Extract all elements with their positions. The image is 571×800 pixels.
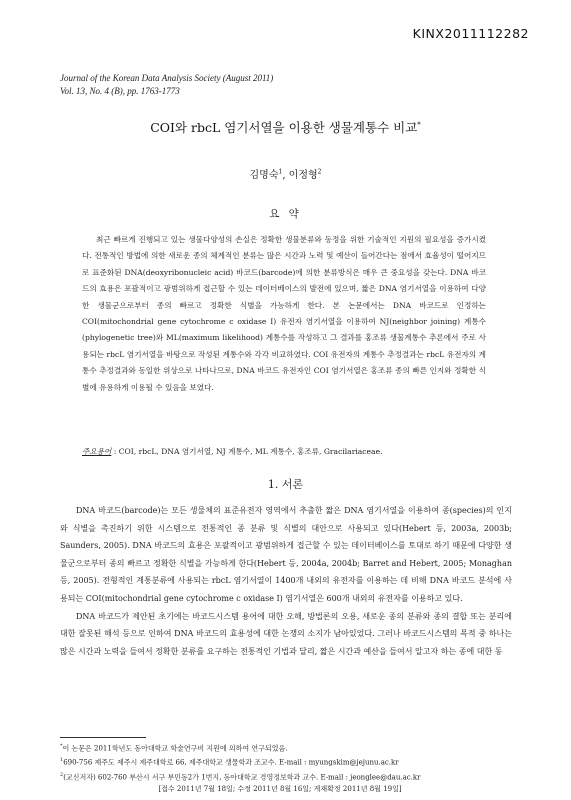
abstract-heading: 요 약 <box>269 208 302 220</box>
introduction-paragraph-2: DNA 바코드가 제안된 초기에는 바코드시스템 용어에 대한 오해, 방법론의 오용, 새로운 종의 분류와 종의 결합 또는 분리에 대한 잘못된 해석 등으로 인하여 DNA 바코드의 효용성에 대한 논쟁의 소지가 남아있었다. 그러나 바코드시스템의 목적 중 하나는 많은 시간과 노력을 들여서 정확한 분류를 요구하는 전통적인 기법과 달리, 짧은 시간과 예산을 들여서 알고자 하는 종에 대한 동 <box>60 611 512 656</box>
keywords <box>82 446 502 458</box>
paper-title-text: COI와 rbcL 염기서열을 이용한 생물계통수 비교 <box>150 120 418 135</box>
footnote-author-2-marker: 2 <box>60 771 64 778</box>
introduction-body <box>60 502 512 660</box>
section-title-introduction: 1. 서론 <box>267 478 304 491</box>
journal-name: Journal of the Korean Data Analysis Society (August 2011) <box>60 73 274 83</box>
abstract-text: 최근 빠르게 진행되고 있는 생물다양성의 손실은 정확한 생물분류와 동정을 위한 기술적인 지원의 필요성을 증가시켰다. 전통적인 방법에 의한 새로운 종의 체계적인 분류는 많은 시간과 노력 및 예산이 들어간다는 점에서 효율성이 떨어지므로 표준화된 DNA(deoxyribonucleic acid) 바코드(barcode)에 의한 분류방식은 매우 큰 중요성을 갖는다. DNA 바코드의 효용은 포괄적이고 광범위하게 접근할 수 있는 데이터베이스의 발전에 있으며, 짧은 DNA 염기서열을 이용하여 다양한 생물군으로부터 종의 빠르고 정확한 식별을 가능하게 한다. 본 논문에서는 DNA 바코드로 인정하는 COI(mitochondrial gene cytochrome c oxidase I) 유전자 염기서열을 이용하여 NJ(neighbor joining) 계통수(phylogenetic tree)와 ML(maximum likelihood) 계통수를 작성하고 그 결과를 홍조류 생물계통수 추론에서 주로 사용되는 rbcL 염기서열을 바탕으로 작성된 계통수와 각각 비교하였다. COI 유전자의 계통수 추정결과는 rbcL 유전자의 계통수 추정결과와 동일한 위상으로 나타나므로, DNA 바코드 유전자인 COI 염기서열은 홍조류 종의 빠른 인지와 정확한 식별에 유용하게 이용될 수 있음을 보였다. <box>82 235 486 392</box>
footnote-author-1-text: 690-756 제주도 제주시 제주대학로 66, 제주대학교 생물학과 조교수. E-mail : myungskim@jejunu.ac.kr <box>63 758 399 767</box>
title-footnote-marker: * <box>417 120 421 129</box>
author-1: 김명숙 <box>249 170 279 181</box>
author-1-marker: 1 <box>278 168 283 176</box>
received-dates: [접수 2011년 7월 18일; 수정 2011년 8월 16일; 게재확정 2011년 8월 19일] <box>158 784 402 793</box>
paper-title <box>0 118 571 136</box>
keywords-label: 주요용어 <box>82 447 112 456</box>
kinx-code: KINX2011112282 <box>412 26 529 41</box>
author-2: 이정형 <box>288 170 318 181</box>
footnote-funding-text: 이 논문은 2011학년도 동아대학교 학술연구비 지원에 의하여 연구되었음. <box>62 744 288 753</box>
journal-header <box>60 72 273 98</box>
footnote-author-2-text: (교신저자) 602-760 부산시 서구 부민동2가 1번지, 동아대학교 경영정보학과 교수. E-mail : jeonglee@dau.ac.kr <box>63 772 421 781</box>
footnote-funding-marker: * <box>60 743 63 749</box>
footnote-author-2 <box>60 769 520 783</box>
keywords-separator: : <box>111 447 119 456</box>
introduction-paragraph-1: DNA 바코드(barcode)는 모든 생물체의 표준유전자 영역에서 추출한 짧은 DNA 염기서열을 이용하여 종(species)의 인지와 식별을 촉진하기 위한 시스템으로 전통적인 종 분류 및 식별의 대안으로 사용되고 있다(Hebert 등, 2003a, 2003b; Saunders, 2005). DNA 바코드의 효용은 포괄적이고 광범위하게 접근할 수 있는 데이터베이스를 토대로 하기 때문에 다양한 생물군으로부터 종의 빠르고 정확한 식별을 가능하게 한다(Hebert 등, 2004a, 2004b; Barret and Hebert, 2005; Monaghan 등, 2005). 전형적인 계통분류에 사용되는 rbcL 염기서열이 1400개 내외의 유전자를 이용하는 데 비해 DNA 바코드 분석에 사용되는 COI(mitochondrial gene cytochrome c oxidase I) 염기서열은 600개 내외의 유전자를 이용하고 있다. <box>60 506 512 603</box>
author-separator: , <box>282 170 289 181</box>
footnote-divider <box>60 737 146 738</box>
author-line <box>0 166 571 181</box>
volume-info: Vol. 13, No. 4 (B), pp. 1763-1773 <box>60 86 180 96</box>
footnotes <box>60 740 520 795</box>
footnote-author-1 <box>60 754 520 768</box>
author-2-marker: 2 <box>317 168 322 176</box>
keywords-list: COI, rbcL, DNA 염기서열, NJ 계통수, ML 계통수, 홍조류, Gracilariaceae. <box>118 447 383 456</box>
footnote-funding <box>60 740 520 754</box>
footnote-author-1-marker: 1 <box>60 757 64 764</box>
